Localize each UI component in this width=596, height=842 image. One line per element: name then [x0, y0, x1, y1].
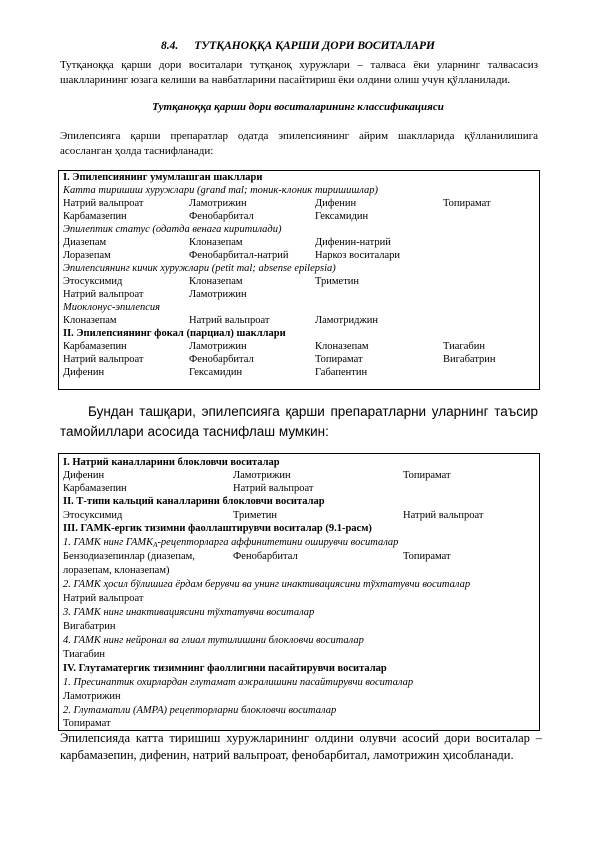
drug-name: Фенобарбитал [189, 211, 254, 222]
subgroup-text: 1. ГАМК нинг ГАМК [63, 537, 154, 548]
drug-name: Топирамат [403, 551, 451, 562]
drug-name: Ламотриджин [315, 315, 378, 326]
drug-name: Клоназепам [189, 237, 243, 248]
subgroup-title: Эпилептик статус (одатда венага киритилади) [63, 224, 282, 235]
drug-name: Натрий вальпроат [189, 315, 270, 326]
drug-name: Этосуксимид [63, 510, 123, 521]
drug-name: Клоназепам [189, 276, 243, 287]
mechanism-intro: Бундан ташқари, эпилепсияга қарши препаратларни уларнинг таъсир тамойиллари асосида таснифлаш мумкин: [60, 404, 538, 439]
drug-name: Топирамат [403, 470, 451, 481]
group-title: II. Эпилепсиянинг фокал (парциал) шакллари [63, 328, 286, 339]
subgroup-title: 4. ГАМК нинг нейронал ва глиал тутилишини блокловчи воситалар [63, 635, 364, 646]
drug-name: Триметин [233, 510, 278, 521]
drug-name: Клоназепам [315, 341, 369, 352]
conclusion-paragraph: Эпилепсияда катта тиришиш хуружларининг олдини олувчи асосий дори воситалар – карбамазепин, дифенин, натрий вальпроат, фенобарбитал, ламотрижин ҳисобланади. [60, 731, 542, 762]
drug-name: Тиагабин [443, 341, 485, 352]
section-title [0, 40, 596, 52]
drug-name: Наркоз воситалари [315, 250, 400, 261]
subgroup-title: 3. ГАМК нинг инактивациясини тўхтатувчи воситалар [63, 607, 315, 618]
list-item: Вигабатрин [63, 621, 116, 632]
drug-name: Натрий вальпроат [63, 289, 144, 300]
drug-name: Гексамидин [315, 211, 369, 222]
drug-name: Дифенин [63, 470, 105, 481]
drug-name: Карбамазепин [63, 341, 127, 352]
drug-name: Бензодиазепинлар (диазепам, [63, 551, 195, 562]
table-row: лоразепам, клоназепам) [63, 565, 170, 576]
drug-name: Карбамазепин [63, 483, 127, 494]
drug-name: Натрий вальпроат [63, 198, 144, 209]
drug-name: Карбамазепин [63, 211, 127, 222]
drug-name: Диазепам [63, 237, 107, 248]
classification-table-forms [58, 170, 540, 390]
drug-name: Фенобарбитал [233, 551, 298, 562]
list-item: Топирамат [63, 718, 111, 729]
group-title: I. Натрий каналларини блокловчи воситалар [63, 457, 280, 468]
section-title-text: ТУТҚАНОҚҚА ҚАРШИ ДОРИ ВОСИТАЛАРИ [194, 40, 435, 52]
classification-table-mechanism [58, 453, 540, 731]
subgroup-title: Миоклонус-эпилепсия [63, 302, 161, 313]
drug-name: Дифенин [315, 198, 357, 209]
group-title: II. Т-типи кальций каналларини блокловчи воситалар [63, 496, 325, 507]
drug-name: Ламотрижин [233, 470, 291, 481]
subgroup-title: 2. Глутаматли (АМРА) рецепторларни блокловчи воситалар [63, 705, 337, 716]
subscript: А [153, 541, 158, 549]
drug-name: Ламотрижин [189, 289, 247, 300]
subgroup-title: 2. ГАМК ҳосил бўлишига ёрдам берувчи ва унинг инактивациясини тўхтатувчи воситалар [63, 579, 471, 590]
list-item: Тиагабин [63, 649, 105, 660]
section-number: 8.4. [161, 40, 179, 52]
drug-name: Габапентин [315, 367, 368, 378]
drug-name: Дифенин [63, 367, 105, 378]
drug-name: Ламотрижин [189, 341, 247, 352]
drug-name: Фенобарбитал [189, 354, 254, 365]
drug-name: Топирамат [443, 198, 491, 209]
drug-name: Топирамат [315, 354, 363, 365]
classification-heading: Тутқаноққа қарши дори воситаларининг классификацияси [152, 101, 444, 113]
subgroup-title: Катта тиришиш хуружлари (grand mal; тоник-клоник тиришишлар) [63, 185, 378, 196]
drug-name: Натрий вальпроат [403, 510, 484, 521]
drug-name: Натрий вальпроат [63, 354, 144, 365]
subgroup-title: Эпилепсиянинг кичик хуружлари (petit mal; absense epilepsia) [63, 263, 336, 274]
intro-paragraph: Тутқаноққа қарши дори воситалари тутқаноқ хуружлари – талваса ёки уларнинг талвасасиз шаклларининг юзага келиши ва навбатларини пасайтириш ёки олдини олиш учун қўлланилади. [60, 59, 538, 86]
group-title: I. Эпилепсиянинг умумлашган шакллари [63, 172, 263, 183]
drug-name: Триметин [315, 276, 360, 287]
subgroup-title [63, 536, 398, 549]
drug-name: Клоназепам [63, 315, 117, 326]
list-item: Ламотрижин [63, 691, 121, 702]
classification-intro: Эпилепсияга қарши препаратлар одатда эпилепсиянинг айрим шаклларида қўлланилишига асосланган ҳолда таснифланади: [60, 130, 538, 157]
drug-name: Вигабатрин [443, 354, 496, 365]
group-title: III. ГАМК-ергик тизимни фаоллаштирувчи воситалар (9.1-расм) [63, 523, 372, 534]
drug-name: Гексамидин [189, 367, 243, 378]
subgroup-text: -рецепторларга аффинитетини оширувчи воситалар [157, 537, 399, 548]
drug-name: Этосуксимид [63, 276, 123, 287]
drug-name: Лоразепам [63, 250, 111, 261]
group-title: IV. Глутаматергик тизимнинг фаоллигини пасайтирувчи воситалар [63, 663, 387, 674]
subgroup-title: 1. Пресинаптик охирлардан глутамат ажралишини пасайтирувчи воситалар [63, 677, 414, 688]
list-item: Натрий вальпроат [63, 593, 144, 604]
drug-name: Натрий вальпроат [233, 483, 314, 494]
drug-name: Фенобарбитал-натрий [189, 250, 289, 261]
drug-name: Дифенин-натрий [315, 237, 391, 248]
drug-name: Ламотрижин [189, 198, 247, 209]
